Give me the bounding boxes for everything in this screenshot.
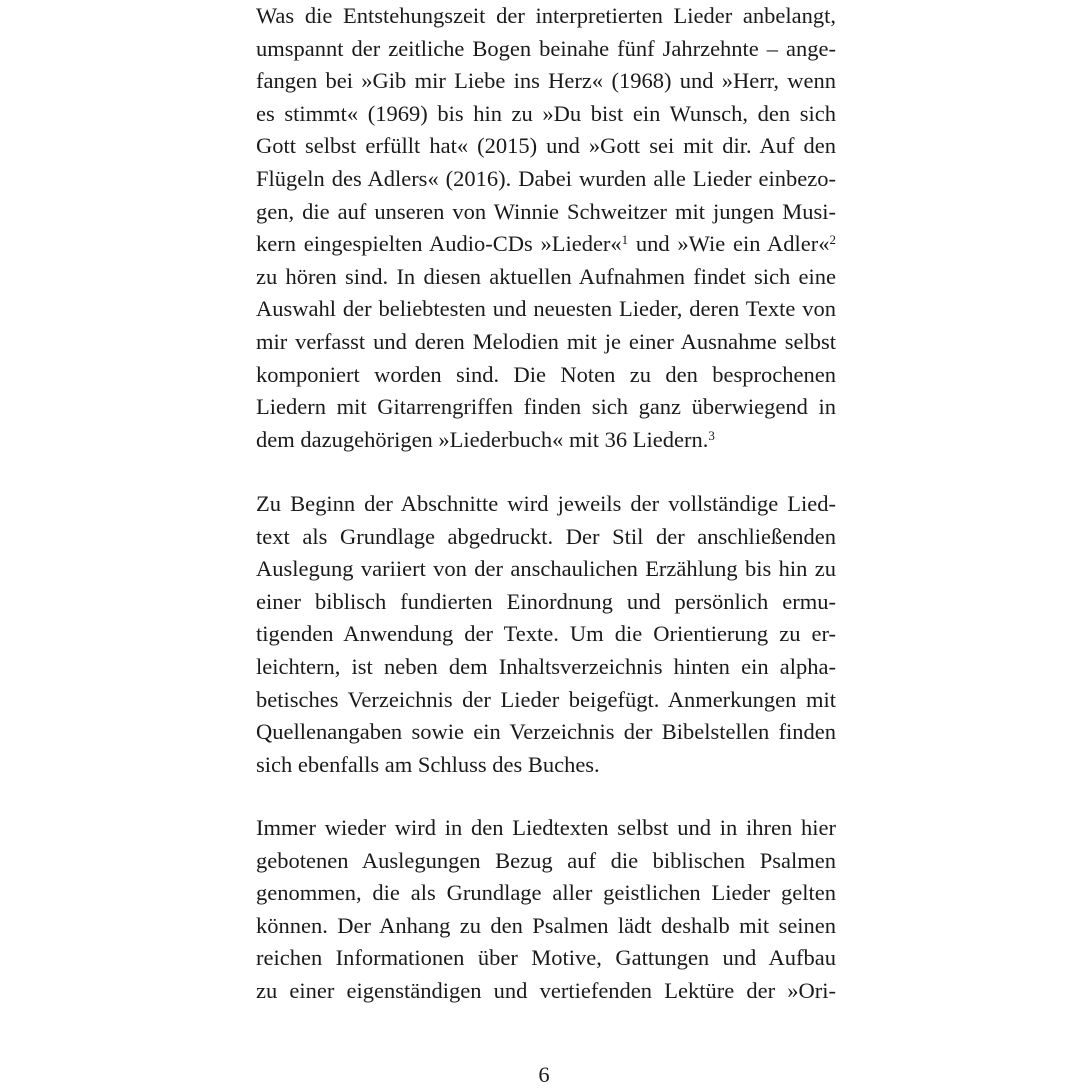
text-line: Quellenangaben sowie ein Verzeichnis der Bibelstellen finden: [256, 719, 836, 745]
text-line: Immer wieder wird in den Liedtexten selbst und in ihren hier: [256, 815, 836, 840]
text-line: Liedern mit Gitarrengriffen finden sich ganz überwiegend in: [256, 394, 836, 420]
text-line: [256, 228, 836, 261]
text-line: Auswahl der beliebtesten und neuesten Lieder, deren Texte von: [256, 296, 836, 322]
text-line: reichen Informationen über Motive, Gattungen und Aufbau: [256, 945, 836, 971]
text-line: komponiert worden sind. Die Noten zu den besprochenen: [256, 361, 836, 387]
page-number: 6: [538, 1062, 550, 1087]
text-line: tigenden Anwendung der Texte. Um die Orientierung zu er-: [256, 621, 836, 647]
text-line: umspannt der zeitliche Bogen beinahe fünf Jahrzehnte – ange-: [256, 35, 836, 61]
footnote-marker-1[interactable]: 1: [621, 232, 629, 248]
text-line: [256, 424, 836, 457]
footnote-marker-2[interactable]: 2: [829, 232, 836, 248]
text-line: fangen bei »Gib mir Liebe ins Herz« (1968) und »Herr, wenn: [256, 68, 836, 94]
text-line: text als Grundlage abgedruckt. Der Stil der anschließenden: [256, 523, 836, 549]
text-line: es stimmt« (1969) bis hin zu »Du bist ein Wunsch, den sich: [256, 100, 836, 126]
text-line: Auslegung variiert von der anschaulichen Erzählung bis hin zu: [256, 556, 836, 582]
text-line: gebotenen Auslegungen Bezug auf die biblischen Psalmen: [256, 847, 836, 873]
text-line: sich ebenfalls am Schluss des Buches.: [256, 751, 600, 777]
text-line: Flügeln des Adlers« (2016). Dabei wurden alle Lieder einbezo-: [256, 166, 836, 191]
text-line: mir verfasst und deren Melodien mit je einer Ausnahme selbst: [256, 329, 836, 354]
text-segment: dem dazugehörigen »Liederbuch« mit 36 Liedern.: [256, 426, 709, 452]
text-segment: und »Wie ein Adler«: [628, 231, 830, 257]
text-line: Was die Entstehungszeit der interpretierten Lieder anbelangt,: [256, 3, 836, 28]
text-line: genommen, die als Grundlage aller geistlichen Lieder gelten: [256, 880, 836, 906]
text-line: zu einer eigenständigen und vertiefenden Lektüre der »Ori-: [256, 978, 836, 1003]
text-line: gen, die auf unseren von Winnie Schweitzer mit jungen Musi-: [256, 198, 836, 224]
text-line: zu hören sind. In diesen aktuellen Aufnahmen findet sich eine: [256, 263, 836, 289]
text-line: können. Der Anhang zu den Psalmen lädt deshalb mit seinen: [256, 912, 836, 938]
text-segment: kern eingespielten Audio-CDs »Lieder«: [256, 231, 622, 257]
footnote-marker-3[interactable]: 3: [708, 427, 715, 443]
text-line: einer biblisch fundierten Einordnung und persönlich ermu-: [256, 588, 836, 614]
text-line: betisches Verzeichnis der Lieder beigefügt. Anmerkungen mit: [256, 686, 836, 712]
text-line: leichtern, ist neben dem Inhaltsverzeichnis hinten ein alpha-: [256, 654, 836, 679]
text-line: Gott selbst erfüllt hat« (2015) und »Gott sei mit dir. Auf den: [256, 133, 836, 159]
text-line: Zu Beginn der Abschnitte wird jeweils der vollständige Lied-: [256, 491, 836, 516]
